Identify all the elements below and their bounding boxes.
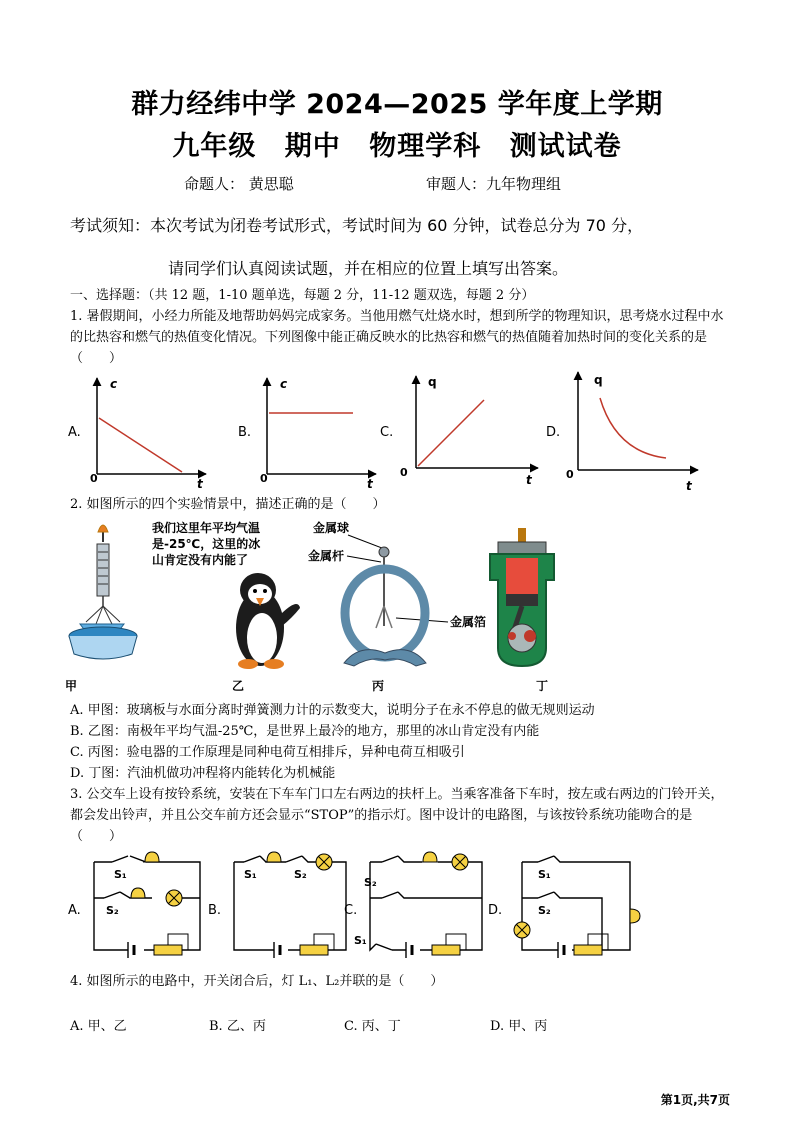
figure-bing-electroscope: [308, 520, 486, 666]
question-4-option-c: C. 丙、丁: [344, 1019, 401, 1034]
svg-text:D.: D.: [488, 903, 503, 918]
question-2-figures: [60, 518, 660, 698]
figure-ding-engine: [490, 528, 554, 666]
svg-text:我们这里年平均气温: 我们这里年平均气温: [152, 521, 261, 535]
svg-text:0: 0: [400, 466, 408, 479]
svg-text:0: 0: [566, 468, 574, 481]
svg-text:S₁: S₁: [114, 868, 127, 881]
svg-text:金属杆: 金属杆: [308, 549, 345, 563]
question-2-option-d: D. 丁图：汽油机做功冲程将内能转化为机械能: [70, 766, 336, 781]
circuit-c: [344, 852, 482, 958]
svg-text:q: q: [594, 373, 603, 387]
svg-text:S₂: S₂: [364, 876, 377, 889]
question-1-graphs: [66, 370, 736, 495]
svg-text:金属球: 金属球: [313, 521, 350, 535]
svg-text:c: c: [110, 377, 118, 391]
graph-d: [546, 372, 698, 493]
question-2-option-c: C. 丙图：验电器的工作原理是同种电荷互相排斥，异种电荷互相吸引: [70, 745, 465, 760]
question-4-stem: 4. 如图所示的电路中，开关闭合后，灯 L₁、L₂并联的是（ ）: [70, 974, 444, 989]
exam-title-line1: 群力经纬中学 2024—2025 学年度上学期: [131, 89, 663, 120]
figure-label-jia: 甲: [65, 679, 78, 693]
svg-text:S₂: S₂: [106, 904, 119, 917]
reviewer: 审题人：九年物理组: [426, 175, 562, 193]
svg-text:D.: D.: [546, 425, 561, 440]
exam-title-line2: 九年级 期中 物理学科 测试试卷: [172, 131, 622, 162]
svg-text:S₂: S₂: [294, 868, 307, 881]
svg-text:A.: A.: [68, 903, 81, 918]
svg-text:t: t: [526, 473, 532, 487]
svg-text:S₂: S₂: [538, 904, 551, 917]
svg-text:B.: B.: [208, 903, 222, 918]
question-4-option-b: B. 乙、丙: [209, 1019, 266, 1034]
graph-c: [380, 375, 538, 487]
svg-text:S₁: S₁: [244, 868, 257, 881]
svg-text:B.: B.: [238, 425, 252, 440]
figure-label-yi: 乙: [232, 679, 245, 693]
svg-text:金属箔: 金属箔: [450, 615, 487, 629]
question-author: 命题人： 黄思聪: [184, 175, 294, 193]
figure-label-bing: 丙: [372, 679, 385, 693]
figure-yi-penguin: [152, 520, 300, 669]
section-heading: 一、选择题：（共 12 题，1-10 题单选，每题 2 分，11-12 题双选，每题 2 分）: [70, 288, 535, 303]
svg-text:山肯定没有内能了: 山肯定没有内能了: [152, 553, 249, 567]
question-4-option-a: A. 甲、乙: [70, 1019, 127, 1034]
svg-text:t: t: [686, 479, 692, 493]
circuit-b: [208, 852, 346, 958]
question-2-option-a: A. 甲图：玻璃板与水面分离时弹簧测力计的示数变大，说明分子在永不停息的做无规则运动: [70, 703, 595, 718]
question-1-stem: 1. 暑假期间，小经力所能及地帮助妈妈完成家务。当他用燃气灶烧水时，想到所学的物理知识，思考烧水过程中水的比热容和燃气的热值变化情况。下列图像中能正确反映水的比热容和燃气的热值随着加热时间的变化关系的是（ ）: [70, 309, 724, 366]
svg-text:C.: C.: [344, 903, 358, 918]
svg-text:0: 0: [90, 472, 98, 485]
page-number: 第1页,共7页: [660, 1093, 730, 1107]
graph-a: [68, 377, 206, 491]
graph-a-label: A.: [68, 425, 81, 440]
svg-text:c: c: [280, 377, 288, 391]
svg-text:是-25℃，这里的冰: 是-25℃，这里的冰: [152, 537, 261, 551]
figure-label-ding: 丁: [536, 679, 549, 693]
exam-notice-line1: 考试须知：本次考试为闭卷考试形式，考试时间为 60 分钟，试卷总分为 70 分，: [70, 216, 644, 235]
graph-b: [238, 377, 376, 491]
svg-text:t: t: [367, 477, 373, 491]
circuit-d: [488, 856, 640, 958]
question-3-circuits: [66, 846, 646, 968]
circuit-a: [68, 852, 200, 958]
question-3-stem: 3. 公交车上设有按铃系统，安装在下车车门口左右两边的扶杆上。当乘客准备下车时，按左或右两边的门铃开关，都会发出铃声，并且公交车前方还会显示“STOP”的指示灯。图中设计的电路图，与该按铃系统功能吻合的是（ ）: [70, 787, 724, 844]
svg-text:q: q: [428, 375, 437, 389]
exam-notice-line2: 请同学们认真阅读试题，并在相应的位置上填写出答案。: [168, 259, 569, 278]
svg-text:0: 0: [260, 472, 268, 485]
question-2-stem: 2. 如图所示的四个实验情景中，描述正确的是（ ）: [70, 497, 386, 512]
svg-text:t: t: [197, 477, 203, 491]
svg-text:C.: C.: [380, 425, 394, 440]
question-4-option-d: D. 甲、丙: [490, 1019, 548, 1034]
question-2-option-b: B. 乙图：南极年平均气温-25℃，是世界上最冷的地方，那里的冰山肯定没有内能: [70, 724, 540, 739]
svg-text:S₁: S₁: [538, 868, 551, 881]
figure-jia-spring-scale: [69, 525, 137, 659]
svg-text:S₁: S₁: [354, 934, 367, 947]
